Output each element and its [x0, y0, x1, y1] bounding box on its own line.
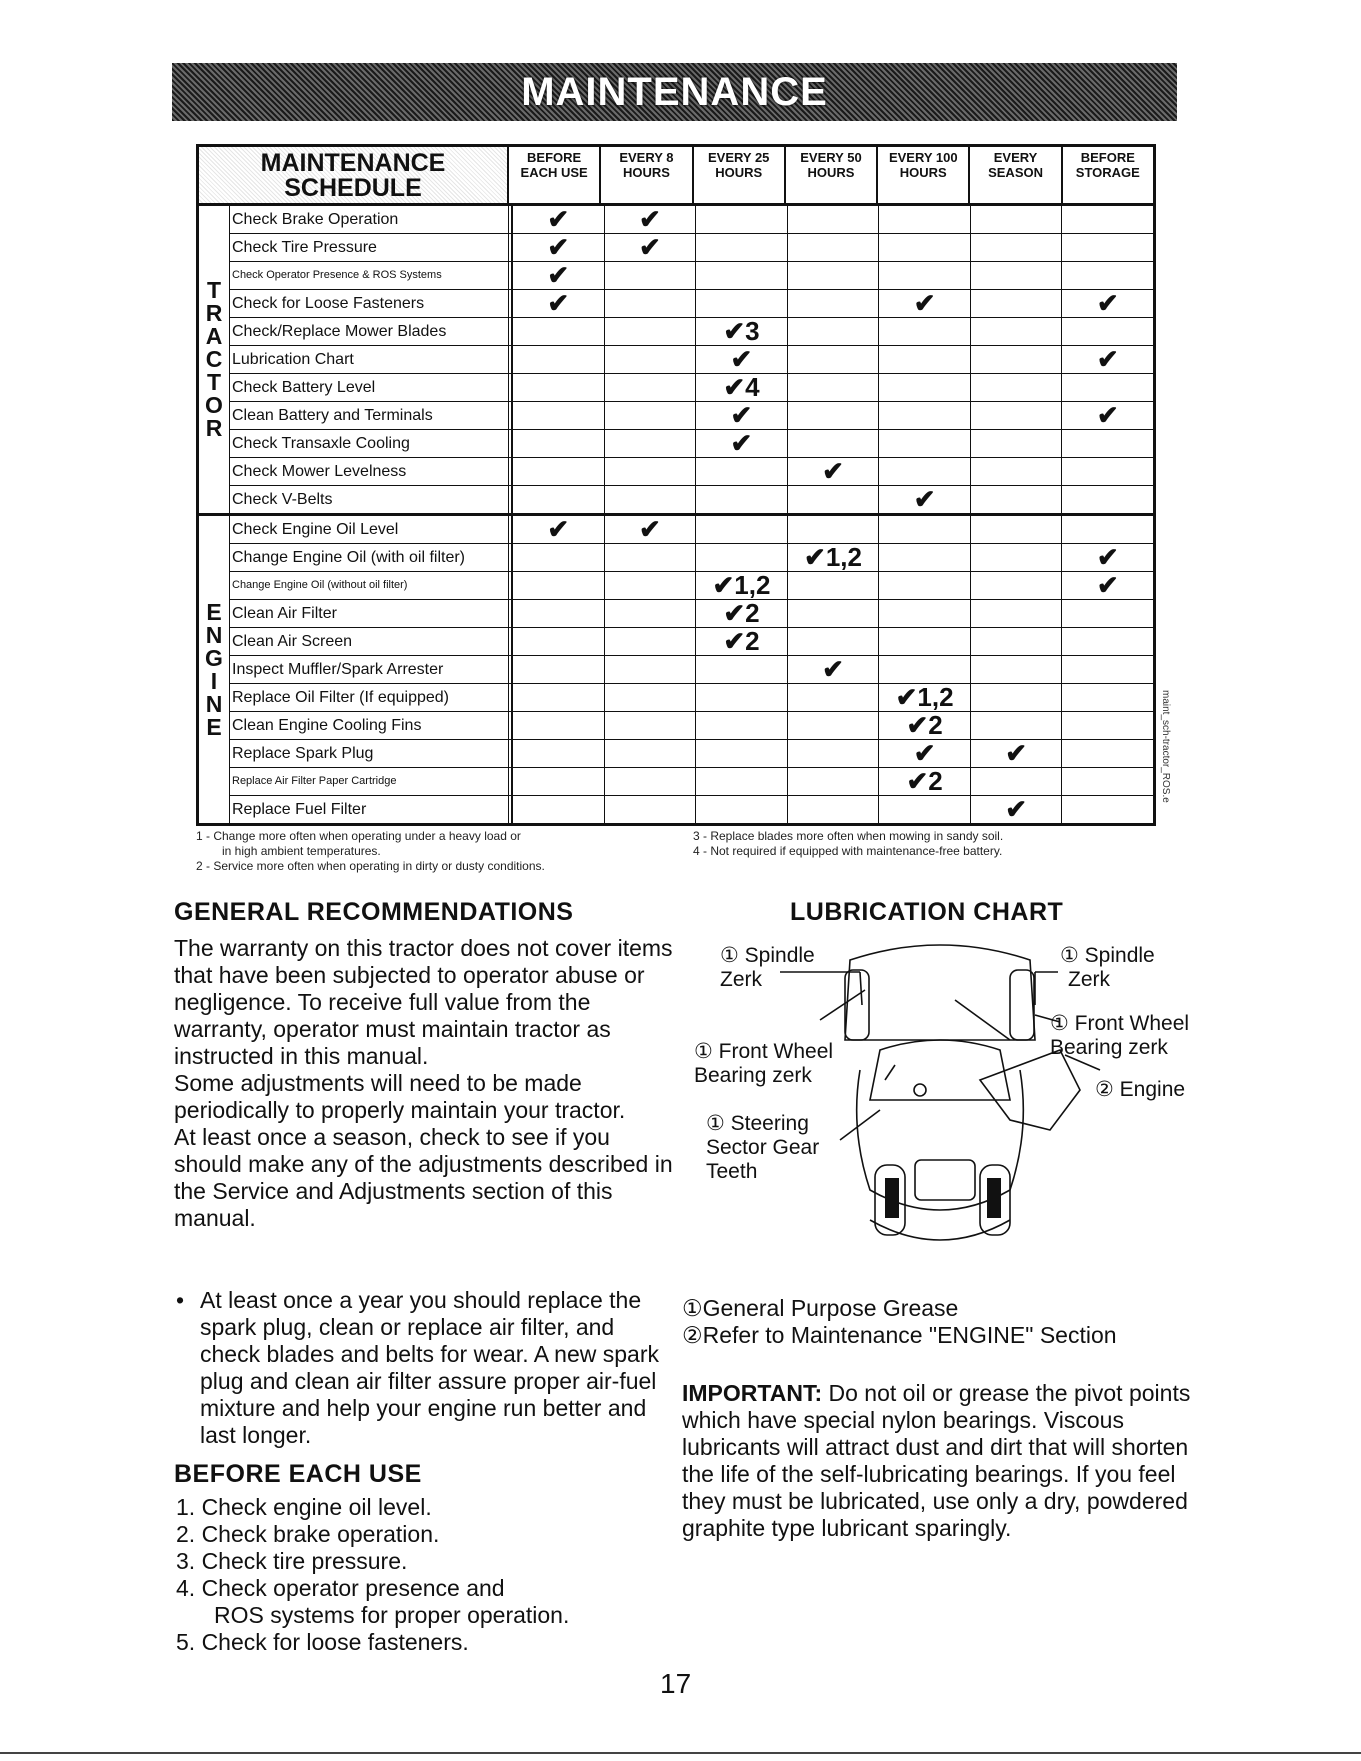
section-letter: E — [206, 598, 222, 625]
general-p3: At least once a season, check to see if you should make any of the adjustments described in the Service and Adjustments section of this manual. — [174, 1124, 673, 1231]
col-header: BEFORE EACH USE — [507, 147, 599, 203]
schedule-cell: ✔ — [1061, 402, 1153, 429]
schedule-cell — [970, 712, 1062, 739]
task-label: Check Tire Pressure — [230, 234, 512, 261]
schedule-cell — [512, 458, 604, 485]
list-item: 5. Check for loose fasteners. — [176, 1629, 469, 1655]
schedule-cell — [787, 768, 879, 795]
schedule-cell — [1061, 430, 1153, 457]
task-label: Clean Air Screen — [230, 628, 512, 655]
schedule-cell — [604, 600, 696, 627]
schedule-cell — [787, 262, 879, 289]
schedule-cell — [604, 768, 696, 795]
schedule-cell: ✔ — [970, 740, 1062, 767]
footnote: 4 - Not required if equipped with maintenance-free battery. — [693, 844, 1003, 858]
schedule-cell — [787, 290, 879, 317]
mower-deck — [845, 945, 1035, 1040]
list-item: 3. Check tire pressure. — [176, 1548, 408, 1574]
steering-label: ① Steering — [706, 1112, 809, 1135]
col-header: BEFORE STORAGE — [1061, 147, 1153, 203]
schedule-cell: ✔1,2 — [695, 572, 787, 599]
schedule-cell — [787, 712, 879, 739]
schedule-cell — [604, 684, 696, 711]
tractor-section — [196, 203, 1156, 513]
table-row — [230, 740, 1153, 768]
schedule-cell — [512, 740, 604, 767]
schedule-cell — [604, 402, 696, 429]
schedule-cell — [512, 656, 604, 683]
tractor-label — [199, 206, 230, 513]
schedule-cell — [787, 374, 879, 401]
schedule-cell — [604, 740, 696, 767]
bearing-zerk-left-label: Bearing zerk — [694, 1064, 812, 1087]
schedule-cell — [695, 206, 787, 233]
table-row — [230, 262, 1153, 290]
schedule-cell — [512, 374, 604, 401]
seat — [915, 1160, 975, 1200]
schedule-cell — [512, 486, 604, 513]
col-header: EVERY 100 HOURS — [876, 147, 968, 203]
task-label: Change Engine Oil (without oil filter) — [230, 572, 512, 599]
maintenance-schedule-table — [196, 144, 1156, 826]
task-label: Replace Air Filter Paper Cartridge — [230, 768, 512, 795]
table-row — [230, 544, 1153, 572]
schedule-cell — [512, 684, 604, 711]
task-label: Lubrication Chart — [230, 346, 512, 373]
table-row — [230, 206, 1153, 234]
schedule-cell — [970, 206, 1062, 233]
schedule-cell — [695, 486, 787, 513]
schedule-cell — [970, 544, 1062, 571]
engine-label — [199, 516, 230, 823]
list-item: 1. Check engine oil level. — [176, 1494, 432, 1520]
schedule-cell — [787, 234, 879, 261]
schedule-cell — [787, 486, 879, 513]
leader-line — [885, 1065, 895, 1080]
footnote: 2 - Service more often when operating in dirty or dusty conditions. — [196, 859, 545, 873]
rear-frame — [870, 1220, 1010, 1240]
label-front-wheel-left — [694, 1040, 833, 1088]
section-letter: T — [206, 277, 222, 303]
task-label: Clean Engine Cooling Fins — [230, 712, 512, 739]
schedule-cell — [878, 430, 970, 457]
schedule-cell — [695, 544, 787, 571]
schedule-cell — [878, 544, 970, 571]
schedule-cell — [970, 656, 1062, 683]
schedule-cell — [604, 346, 696, 373]
schedule-cell — [970, 430, 1062, 457]
bearing-zerk-right-label: Bearing zerk — [1050, 1036, 1168, 1059]
right-spindle — [1010, 970, 1034, 1040]
schedule-cell — [878, 628, 970, 655]
schedule-cell: ✔ — [512, 290, 604, 317]
maintenance-banner — [172, 63, 1177, 121]
task-label: Check V-Belts — [230, 486, 512, 513]
section-letter: R — [205, 415, 223, 441]
task-label: Clean Battery and Terminals — [230, 402, 512, 429]
legend-grease: ①General Purpose Grease — [682, 1295, 959, 1321]
zerk-left-label: Zerk — [720, 968, 762, 991]
front-wheel-left-label: ① Front Wheel — [694, 1040, 834, 1063]
task-label: Check for Loose Fasteners — [230, 290, 512, 317]
section-letter: G — [205, 644, 223, 671]
schedule-cell — [604, 572, 696, 599]
task-label: Inspect Muffler/Spark Arrester — [230, 656, 512, 683]
schedule-cell — [1061, 684, 1153, 711]
col-header: EVERY 50 HOURS — [784, 147, 876, 203]
right-tire — [987, 1178, 1001, 1218]
engine-label-text: ② Engine — [1095, 1078, 1186, 1101]
schedule-cell — [878, 572, 970, 599]
schedule-cell — [604, 712, 696, 739]
task-label: Check Mower Levelness — [230, 458, 512, 485]
schedule-title-line1: MAINTENANCE — [260, 149, 446, 177]
footnotes-left — [196, 829, 545, 874]
schedule-cell — [604, 430, 696, 457]
task-label: Change Engine Oil (with oil filter) — [230, 544, 512, 571]
table-row — [230, 656, 1153, 684]
table-row — [230, 458, 1153, 486]
schedule-cell — [970, 374, 1062, 401]
schedule-cell — [878, 516, 970, 543]
leader-line — [820, 990, 865, 1020]
before-each-use-heading: BEFORE EACH USE — [174, 1460, 422, 1488]
footnote: in high ambient temperatures. — [222, 844, 381, 858]
bullet-text: At least once a year you should replace the spark plug, clean or replace air filter, and check blades and belts for wear. A new spark plug and clean air filter assure proper air-fuel mixture and help your engine run better and last longer. — [200, 1287, 659, 1448]
schedule-cell — [512, 346, 604, 373]
col-header: EVERY 8 HOURS — [599, 147, 691, 203]
schedule-cell: ✔ — [512, 234, 604, 261]
schedule-cell — [878, 656, 970, 683]
engine-section — [196, 513, 1156, 826]
schedule-cell — [970, 346, 1062, 373]
schedule-header — [196, 144, 1156, 203]
schedule-cell — [512, 402, 604, 429]
schedule-cell — [604, 458, 696, 485]
schedule-cell — [1061, 262, 1153, 289]
schedule-cell: ✔ — [512, 206, 604, 233]
schedule-cell — [787, 572, 879, 599]
table-row — [230, 374, 1153, 402]
schedule-cell: ✔2 — [695, 600, 787, 627]
side-code: maint_sch-tractor_ROS.e — [1160, 690, 1171, 803]
schedule-cell — [878, 600, 970, 627]
section-letter: O — [205, 392, 223, 418]
schedule-cell — [695, 796, 787, 823]
schedule-cell — [1061, 374, 1153, 401]
important-text: Do not oil or grease the pivot points which have special nylon bearings. Viscous lubricants will attract dust and dirt that will shorten the life of the self-lubricating bearings. If you feel they must be lubricated, use only a dry, powdered graphite type lubricant sparingly. — [682, 1380, 1191, 1541]
task-label: Check Brake Operation — [230, 206, 512, 233]
page-number: 17 — [660, 1668, 692, 1699]
schedule-cell: ✔ — [604, 234, 696, 261]
list-item: 4. Check operator presence and — [176, 1575, 505, 1601]
schedule-cell — [695, 740, 787, 767]
schedule-cell — [970, 262, 1062, 289]
schedule-cell — [970, 290, 1062, 317]
section-letter: N — [205, 690, 223, 717]
schedule-cell — [787, 516, 879, 543]
schedule-cell: ✔1,2 — [787, 544, 879, 571]
table-row — [230, 234, 1153, 262]
schedule-cell — [1061, 712, 1153, 739]
schedule-cell — [695, 712, 787, 739]
leader-line — [840, 1110, 880, 1140]
schedule-cell — [878, 796, 970, 823]
section-letter: E — [206, 713, 222, 740]
schedule-cell — [787, 628, 879, 655]
task-label: Replace Oil Filter (If equipped) — [230, 684, 512, 711]
list-item: ROS systems for proper operation. — [214, 1602, 570, 1628]
task-label: Replace Spark Plug — [230, 740, 512, 767]
schedule-cell — [604, 486, 696, 513]
col-header: EVERY 25 HOURS — [692, 147, 784, 203]
schedule-cell: ✔2 — [695, 628, 787, 655]
zerk-point — [914, 1084, 926, 1096]
schedule-cell — [1061, 234, 1153, 261]
table-row — [230, 600, 1153, 628]
task-label: Check Transaxle Cooling — [230, 430, 512, 457]
schedule-cell: ✔3 — [695, 318, 787, 345]
task-label: Check Operator Presence & ROS Systems — [230, 262, 512, 289]
schedule-cell: ✔ — [695, 402, 787, 429]
schedule-cell — [604, 544, 696, 571]
table-row — [230, 628, 1153, 656]
schedule-cell: ✔ — [1061, 290, 1153, 317]
schedule-cell: ✔ — [1061, 572, 1153, 599]
schedule-cell — [695, 234, 787, 261]
schedule-cell — [787, 796, 879, 823]
zerk-right-label: Zerk — [1068, 968, 1110, 991]
schedule-cell — [970, 318, 1062, 345]
schedule-cell — [1061, 600, 1153, 627]
schedule-cell — [1061, 656, 1153, 683]
schedule-cell — [878, 318, 970, 345]
table-row — [230, 712, 1153, 740]
schedule-cell — [878, 458, 970, 485]
schedule-cell — [695, 656, 787, 683]
task-label: Replace Fuel Filter — [230, 796, 512, 823]
schedule-cell — [604, 318, 696, 345]
section-letter: I — [210, 667, 218, 694]
important-label: IMPORTANT: — [682, 1380, 823, 1406]
schedule-cell: ✔1,2 — [878, 684, 970, 711]
schedule-cell — [512, 572, 604, 599]
schedule-cell: ✔ — [878, 290, 970, 317]
schedule-cell — [878, 206, 970, 233]
spindle-left-label: ① Spindle — [720, 944, 815, 967]
schedule-cell — [695, 262, 787, 289]
schedule-cell — [970, 516, 1062, 543]
schedule-cell — [787, 430, 879, 457]
table-row — [230, 768, 1153, 796]
schedule-cell — [512, 768, 604, 795]
schedule-cell — [604, 628, 696, 655]
section-letter: A — [205, 323, 223, 349]
table-row — [230, 402, 1153, 430]
footnote: 1 - Change more often when operating under a heavy load or — [196, 829, 521, 843]
banner-title: MAINTENANCE — [521, 69, 828, 114]
spindle-right-label: ① Spindle — [1060, 944, 1155, 967]
teeth-label: Teeth — [706, 1160, 758, 1183]
schedule-cell — [604, 374, 696, 401]
schedule-cell: ✔ — [1061, 346, 1153, 373]
schedule-cell: ✔ — [970, 796, 1062, 823]
schedule-cell — [787, 740, 879, 767]
leader-line — [860, 972, 862, 1005]
schedule-cell — [1061, 318, 1153, 345]
section-letter: T — [206, 369, 222, 395]
schedule-cell: ✔ — [604, 206, 696, 233]
schedule-cell — [604, 656, 696, 683]
label-front-wheel-right — [1050, 1012, 1189, 1060]
legend-engine: ②Refer to Maintenance "ENGINE" Section — [682, 1322, 1117, 1348]
task-label: Check Battery Level — [230, 374, 512, 401]
schedule-cell — [512, 600, 604, 627]
table-row — [230, 516, 1153, 544]
list-item: 2. Check brake operation. — [176, 1521, 440, 1547]
bullet-dot: • — [176, 1287, 185, 1313]
schedule-cell — [878, 402, 970, 429]
table-row — [230, 684, 1153, 712]
schedule-cell — [970, 402, 1062, 429]
tractor-rows — [230, 206, 1153, 513]
table-row — [230, 290, 1153, 318]
schedule-cell: ✔ — [604, 516, 696, 543]
col-header: EVERY SEASON — [968, 147, 1060, 203]
schedule-cell — [695, 684, 787, 711]
footnotes-right — [693, 829, 1003, 859]
general-heading: GENERAL RECOMMENDATIONS — [174, 898, 574, 926]
schedule-cell: ✔ — [787, 458, 879, 485]
schedule-cell — [1061, 516, 1153, 543]
schedule-cell — [970, 684, 1062, 711]
front-wheel-right-label: ① Front Wheel — [1050, 1012, 1190, 1035]
schedule-cell — [970, 234, 1062, 261]
schedule-cell — [787, 402, 879, 429]
table-row — [230, 346, 1153, 374]
schedule-cell — [695, 458, 787, 485]
schedule-title — [199, 147, 507, 203]
general-bullet — [176, 1287, 676, 1449]
schedule-cell — [970, 486, 1062, 513]
table-row — [230, 796, 1153, 823]
task-label: Clean Air Filter — [230, 600, 512, 627]
schedule-cell — [787, 684, 879, 711]
section-letter: N — [205, 621, 223, 648]
schedule-cell — [512, 544, 604, 571]
schedule-cell: ✔ — [512, 516, 604, 543]
general-text — [174, 935, 674, 1232]
schedule-cell — [787, 318, 879, 345]
schedule-cell — [604, 262, 696, 289]
leader-line — [955, 1000, 1010, 1040]
label-spindle-left — [720, 944, 815, 992]
schedule-cell: ✔ — [878, 740, 970, 767]
general-p2: Some adjustments will need to be made periodically to properly maintain your tractor. — [174, 1070, 626, 1123]
schedule-cell: ✔ — [512, 262, 604, 289]
schedule-cell — [970, 628, 1062, 655]
schedule-cell — [878, 346, 970, 373]
schedule-cell — [1061, 458, 1153, 485]
schedule-cell — [787, 206, 879, 233]
important-note — [682, 1380, 1202, 1542]
schedule-title-line2: SCHEDULE — [284, 174, 422, 202]
schedule-cell — [970, 600, 1062, 627]
schedule-cell — [1061, 796, 1153, 823]
schedule-cell — [1061, 740, 1153, 767]
schedule-cell — [787, 600, 879, 627]
schedule-cell — [1061, 628, 1153, 655]
label-engine — [1095, 1078, 1185, 1102]
engine-rows — [230, 516, 1153, 823]
schedule-cell — [878, 262, 970, 289]
section-letter: C — [205, 346, 223, 372]
schedule-cell: ✔2 — [878, 768, 970, 795]
schedule-cell: ✔ — [695, 430, 787, 457]
bottom-rule — [0, 1752, 1361, 1754]
lubrication-legend — [682, 1295, 1202, 1349]
label-steering — [706, 1112, 819, 1184]
table-row — [230, 486, 1153, 513]
schedule-cell — [970, 458, 1062, 485]
table-row — [230, 318, 1153, 346]
sector-gear-label: Sector Gear — [706, 1136, 820, 1159]
schedule-cell — [787, 346, 879, 373]
schedule-cell — [970, 572, 1062, 599]
lubrication-heading: LUBRICATION CHART — [790, 898, 1064, 926]
schedule-cell — [1061, 206, 1153, 233]
schedule-cell — [512, 430, 604, 457]
schedule-cell: ✔ — [1061, 544, 1153, 571]
schedule-cell — [695, 768, 787, 795]
before-each-use-list — [176, 1494, 569, 1656]
engine-shape — [980, 1050, 1080, 1130]
schedule-cell — [512, 712, 604, 739]
schedule-cell — [512, 796, 604, 823]
schedule-cell: ✔ — [787, 656, 879, 683]
schedule-cell — [878, 374, 970, 401]
schedule-cell — [695, 516, 787, 543]
schedule-cell — [512, 318, 604, 345]
schedule-cell — [604, 290, 696, 317]
section-letter: R — [205, 300, 223, 326]
schedule-cell: ✔4 — [695, 374, 787, 401]
general-p1: The warranty on this tractor does not cover items that have been subjected to operator abuse or negligence. To receive full value from the warranty, operator must maintain tractor as instructed in this manual. — [174, 935, 673, 1069]
schedule-cell — [1061, 768, 1153, 795]
label-spindle-right — [1060, 944, 1155, 992]
schedule-cell: ✔2 — [878, 712, 970, 739]
task-label: Check Engine Oil Level — [230, 516, 512, 543]
schedule-cell — [970, 768, 1062, 795]
left-tire — [885, 1178, 899, 1218]
table-row — [230, 430, 1153, 458]
schedule-cell — [878, 234, 970, 261]
schedule-cell: ✔ — [878, 486, 970, 513]
table-row — [230, 572, 1153, 600]
schedule-cell — [604, 796, 696, 823]
schedule-cell — [512, 628, 604, 655]
schedule-cell — [695, 290, 787, 317]
schedule-cell: ✔ — [695, 346, 787, 373]
schedule-cell — [1061, 486, 1153, 513]
task-label: Check/Replace Mower Blades — [230, 318, 512, 345]
footnote: 3 - Replace blades more often when mowing in sandy soil. — [693, 829, 1004, 843]
